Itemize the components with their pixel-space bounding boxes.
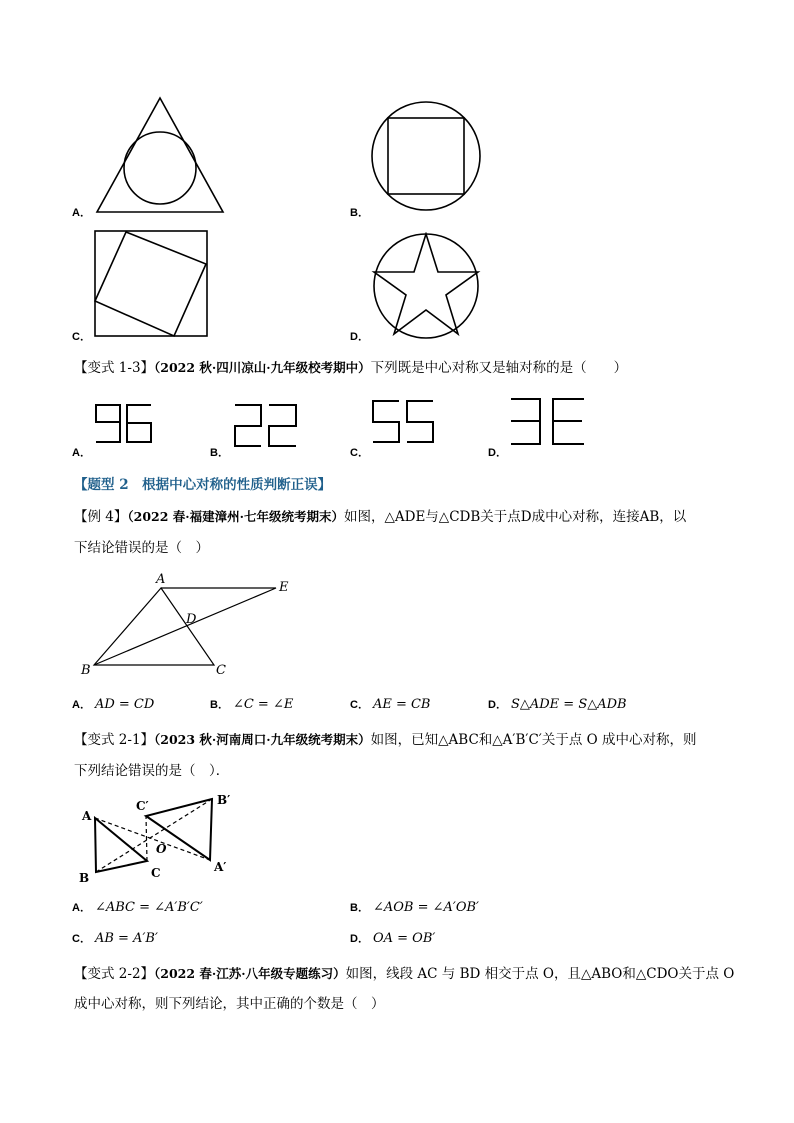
question-text: 如图，已知△ABC和△A′B′C′关于点 O 成中心对称，则	[370, 732, 697, 748]
answer-option-c: C． AB = A′B′	[72, 931, 158, 946]
question-text: 如图，线段 AC 与 BD 相交于点 O，且△ABO和△CDO关于点 O	[345, 966, 735, 982]
option-c-label: C．	[72, 331, 91, 343]
question-source: （2022 春·福建漳州·七年级统考期末）	[127, 509, 344, 524]
digits-3E-figure	[508, 396, 588, 448]
question-tag: 【变式 2-1】	[74, 732, 155, 748]
question-ex4-line1	[74, 505, 686, 525]
label-C-prime: C′	[136, 799, 149, 813]
question-ex4-line2: 下结论错误的是（ ）	[74, 540, 209, 556]
question-v21-line1	[74, 728, 697, 748]
question-tag: 【例 4】	[74, 509, 128, 525]
question-v21-line2: 下列结论错误的是（ ）．	[74, 763, 230, 779]
question-source: （2022 秋·四川凉山·九年级校考期中）	[154, 360, 371, 375]
digits-22-figure	[232, 402, 300, 450]
option-a-label: A．	[72, 447, 91, 459]
question-tag: 【变式 2-2】	[74, 966, 155, 982]
section-heading: 【题型 2 根据中心对称的性质判断正误】	[74, 477, 332, 493]
question-v22-line2: 成中心对称，则下列结论，其中正确的个数是（ ）	[74, 996, 385, 1012]
label-B-prime: B′	[217, 793, 231, 807]
question-source: （2022 春·江苏·八年级专题练习）	[154, 966, 346, 981]
answer-option-d: D． OA = OB′	[350, 931, 436, 946]
answer-option-b: B． ∠C = ∠E	[210, 697, 294, 712]
label-B: B	[79, 871, 90, 885]
digits-55-figure	[370, 398, 438, 446]
label-E: E	[279, 580, 289, 595]
question-source: （2023 秋·河南周口·九年级统考期末）	[154, 732, 371, 747]
question-text: 如图，△ADE与△CDB关于点D成中心对称，连接AB，以	[344, 509, 687, 525]
label-A-prime: A′	[214, 860, 227, 874]
option-c-label: C．	[350, 447, 369, 459]
option-b-label: B．	[210, 447, 229, 459]
label-O: O	[156, 842, 167, 856]
digits-96-figure	[93, 402, 155, 446]
circle-star-figure	[370, 232, 485, 340]
label-D: D	[186, 612, 197, 627]
label-C: C	[216, 663, 226, 678]
label-C: C	[151, 866, 161, 880]
answer-option-a: A． AD = CD	[72, 697, 155, 712]
question-v13	[74, 356, 627, 376]
square-rotated-square-figure	[92, 228, 212, 338]
question-v22-line1	[74, 962, 734, 982]
central-symmetry-abc-figure	[74, 790, 244, 890]
triangle-ade-cdb-figure	[74, 568, 304, 680]
answer-option-c: C． AE = CB	[350, 697, 431, 712]
question-tag: 【变式 1-3】	[74, 360, 155, 376]
option-b-label: B．	[350, 207, 369, 219]
question-text: 下列既是中心对称又是轴对称的是（ ）	[370, 360, 628, 376]
answer-option-d: D． S△ADE = S△ADB	[488, 697, 627, 712]
option-d-label: D．	[350, 331, 369, 343]
answer-option-a: A． ∠ABC = ∠A′B′C′	[72, 900, 203, 915]
option-d-label: D．	[488, 447, 507, 459]
label-B: B	[81, 663, 91, 678]
answer-option-b: B． ∠AOB = ∠A′OB′	[350, 900, 479, 915]
option-a-label: A．	[72, 207, 91, 219]
triangle-incircle-figure	[90, 95, 230, 215]
label-A: A	[156, 572, 166, 587]
label-A: A	[82, 809, 92, 823]
circle-square-figure	[370, 100, 485, 215]
